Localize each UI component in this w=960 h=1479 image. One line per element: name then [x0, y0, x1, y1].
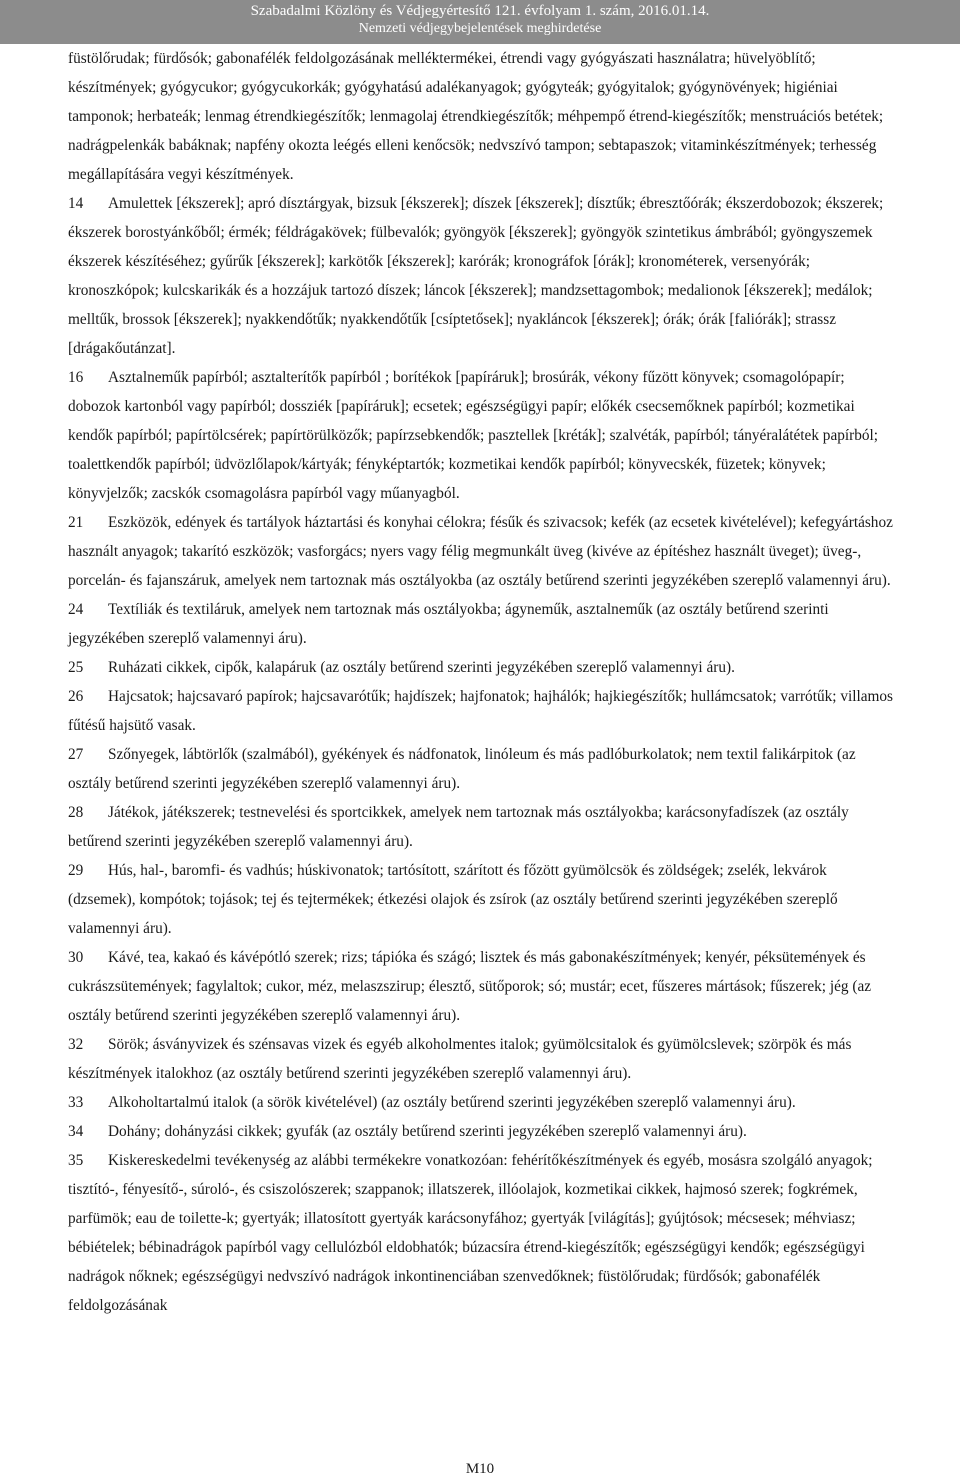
class-list	[68, 189, 898, 1320]
class-paragraph	[68, 856, 898, 943]
class-number: 32	[68, 1036, 84, 1053]
class-paragraph	[68, 1146, 898, 1320]
class-number: 26	[68, 688, 84, 705]
class-number: 29	[68, 862, 84, 879]
class-paragraph	[68, 943, 898, 1030]
class-paragraph	[68, 363, 898, 508]
section-title: Nemzeti védjegybejelentések meghirdetése	[358, 21, 602, 36]
class-number: 34	[68, 1123, 84, 1140]
class-paragraph	[68, 595, 898, 653]
class-number: 28	[68, 804, 84, 821]
class-number: 25	[68, 659, 84, 676]
class-text: Játékok, játékszerek; testnevelési és sportcikkek, amelyek nem tartoznak más osztályokba; karácsonyfadíszek (az osztály betűrend szerinti jegyzékében szereplő valamennyi áru).	[68, 804, 849, 850]
class-paragraph	[68, 1088, 898, 1117]
class-text: Kávé, tea, kakaó és kávépótló szerek; rizs; tápióka és szágó; lisztek és más gabonakészítmények; kenyér, péksütemények és cukrászsütemények; fagylaltok; cukor, méz, melaszszirup; élesztő, sütőporok; só; mustár; ecet, fűszeres mártások; fűszerek; jég (az osztály betűrend szerinti jegyzékében szereplő valamennyi áru).	[68, 949, 872, 1024]
class-number: 33	[68, 1094, 84, 1111]
class-paragraph	[68, 798, 898, 856]
class-number: 27	[68, 746, 84, 763]
class-paragraph	[68, 189, 898, 363]
class-number: 21	[68, 514, 84, 531]
class-paragraph	[68, 682, 898, 740]
class-number: 14	[68, 195, 84, 212]
class-text: Textíliák és textiláruk, amelyek nem tartoznak más osztályokba; ágyneműk, asztalneműk (az osztály betűrend szerinti jegyzékében szereplő valamennyi áru).	[68, 601, 829, 647]
class-number: 16	[68, 369, 84, 386]
class-text: Eszközök, edények és tartályok háztartási és konyhai célokra; fésűk és szivacsok; kefék (az ecsetek kivételével); kefegyártáshoz használt anyagok; takarító eszközök; vasforgács; nyers vagy félig megmunkált üveg (kivéve az építéshez használt üveget); üveg-, porcelán- és fajanszáruk, amelyek nem tartoznak más osztályokba (az osztály betűrend szerinti jegyzékében szereplő valamennyi áru).	[68, 514, 893, 589]
class-text: Dohány; dohányzási cikkek; gyufák (az osztály betűrend szerinti jegyzékében szereplő valamennyi áru).	[108, 1123, 747, 1140]
page-header	[0, 0, 960, 44]
class-text: Hús, hal-, baromfi- és vadhús; húskivonatok; tartósított, szárított és főzött gyümölcsök és zöldségek; zselék, lekvárok (dzsemek), kompótok; tojások; tej és tejtermékek; étkezési olajok és zsírok (az osztály betűrend szerinti jegyzékében szereplő valamennyi áru).	[68, 862, 838, 937]
class-text: Alkoholtartalmú italok (a sörök kivételével) (az osztály betűrend szerinti jegyzékében szereplő valamennyi áru).	[108, 1094, 796, 1111]
journal-title: Szabadalmi Közlöny és Védjegyértesítő 121. évfolyam 1. szám, 2016.01.14.	[250, 3, 710, 19]
class-text: Amulettek [ékszerek]; apró dísztárgyak, bizsuk [ékszerek]; díszek [ékszerek]; dísztűk; ébresztőórák; ékszerdobozok; ékszerek; ékszerek borostyánkőből; érmék; féldrágakövek; fülbevalók; gyöngyök [ékszerek]; gyöngyök szintetikus ámbrából; gyöngyszemek ékszerek készítéséhez; gyűrűk [ékszerek]; karkötők [ékszerek]; karórák; kronográfok [órák]; kronométerek, versenyórák; kronoszkópok; kulcskarikák és a hozzájuk tartozó díszek; láncok [ékszerek]; mandzsettagombok; medalionok [ékszerek]; medálok; melltűk, brossok [ékszerek]; nyakkendőtűk; nyakkendőtűk [csíptetősek]; nyakláncok [ékszerek]; órák; órák [faliórák]; strassz [drágakőutánzat].	[68, 195, 884, 357]
class-paragraph	[68, 740, 898, 798]
class-text: Hajcsatok; hajcsavaró papírok; hajcsavarótűk; hajdíszek; hajfonatok; hajhálók; hajkiegészítők; hullámcsatok; varrótűk; villamos fűtésű hajsütő vasak.	[68, 688, 894, 734]
class-text: Ruházati cikkek, cipők, kalapáruk (az osztály betűrend szerinti jegyzékében szereplő valamennyi áru).	[108, 659, 735, 676]
class-paragraph	[68, 508, 898, 595]
class-number: 24	[68, 601, 84, 618]
class-text: Asztalneműk papírból; asztalterítők papírból ; borítékok [papíráruk]; brosúrák, vékony fűzött könyvek; csomagolópapír; dobozok kartonból vagy papírból; dossziék [papíráruk]; ecsetek; egészségügyi papír; előkék csecsemőknek papírból; kozmetikai kendők papírból; papírtölcsérek; papírtörülközők; papírzsebkendők; pasztellek [kréták]; szalvéták, papírból; tányéralátétek papírból; toalettkendők papírból; üdvözlőlapok/kártyák; fényképtartók; kozmetikai kendők papírból; könyvecskék, füzetek; könyvek; könyvjelzők; zacskók csomagolásra papírból vagy műanyagból.	[68, 369, 879, 502]
intro-paragraph: füstölőrudak; fürdősók; gabonafélék feldolgozásának melléktermékei, étrendi vagy gyógyászati használatra; hüvelyöblítő; készítmények; gyógycukor; gyógycukorkák; gyógyhatású adalékanyagok; gyógyteák; gyógyitalok; gyógynövények; higiéniai tamponok; herbateák; lenmag étrendkiegészítők; lenmagolaj étrendkiegészítők; méhpempő étrend-kiegészítők; menstruációs betétek; nadrágpelenkák babáknak; napfény okozta leégés elleni kenőcsök; nedvszívó tampon; sebtapaszok; vitaminkészítmények; terhesség megállapítására vegyi készítmények.	[68, 50, 884, 183]
class-number: 30	[68, 949, 84, 966]
class-text: Sörök; ásványvizek és szénsavas vizek és egyéb alkoholmentes italok; gyümölcsitalok és gyümölcslevek; szörpök és más készítmények italokhoz (az osztály betűrend szerinti jegyzékében szereplő valamennyi áru).	[68, 1036, 852, 1082]
class-paragraph	[68, 1030, 898, 1088]
class-paragraph	[68, 1117, 898, 1146]
class-number: 35	[68, 1152, 84, 1169]
class-text: Szőnyegek, lábtörlők (szalmából), gyékények és nádfonatok, linóleum és más padlóburkolatok; nem textil falikárpitok (az osztály betűrend szerinti jegyzékében szereplő valamennyi áru).	[68, 746, 856, 792]
page-number: M10	[465, 1461, 495, 1477]
class-text: Kiskereskedelmi tevékenység az alábbi termékekre vonatkozóan: fehérítőkészítmények és egyéb, mosásra szolgáló anyagok; tisztító-, fényesítő-, súroló-, és csiszolószerek; szappanok; illatszerek, illóolajok, kozmetikai cikkek, hajmosó szerek; fogkrémek, parfümök; eau de toilette-k; gyertyák; illatosított gyertyák karácsonyfához; gyertyák [világítás]; gyújtósok; mécsesek; méhviasz; bébiételek; bébinadrágok papírból vagy cellulózból eldobhatók; búzacsíra étrend-kiegészítők; egészségügyi kendők; egészségügyi nadrágok nőknek; egészségügyi nedvszívó nadrágok inkontinenciában szenvedőknek; füstölőrudak; fürdősók; gabonafélék feldolgozásának	[68, 1152, 873, 1314]
class-paragraph	[68, 653, 898, 682]
document-body	[68, 44, 898, 1320]
